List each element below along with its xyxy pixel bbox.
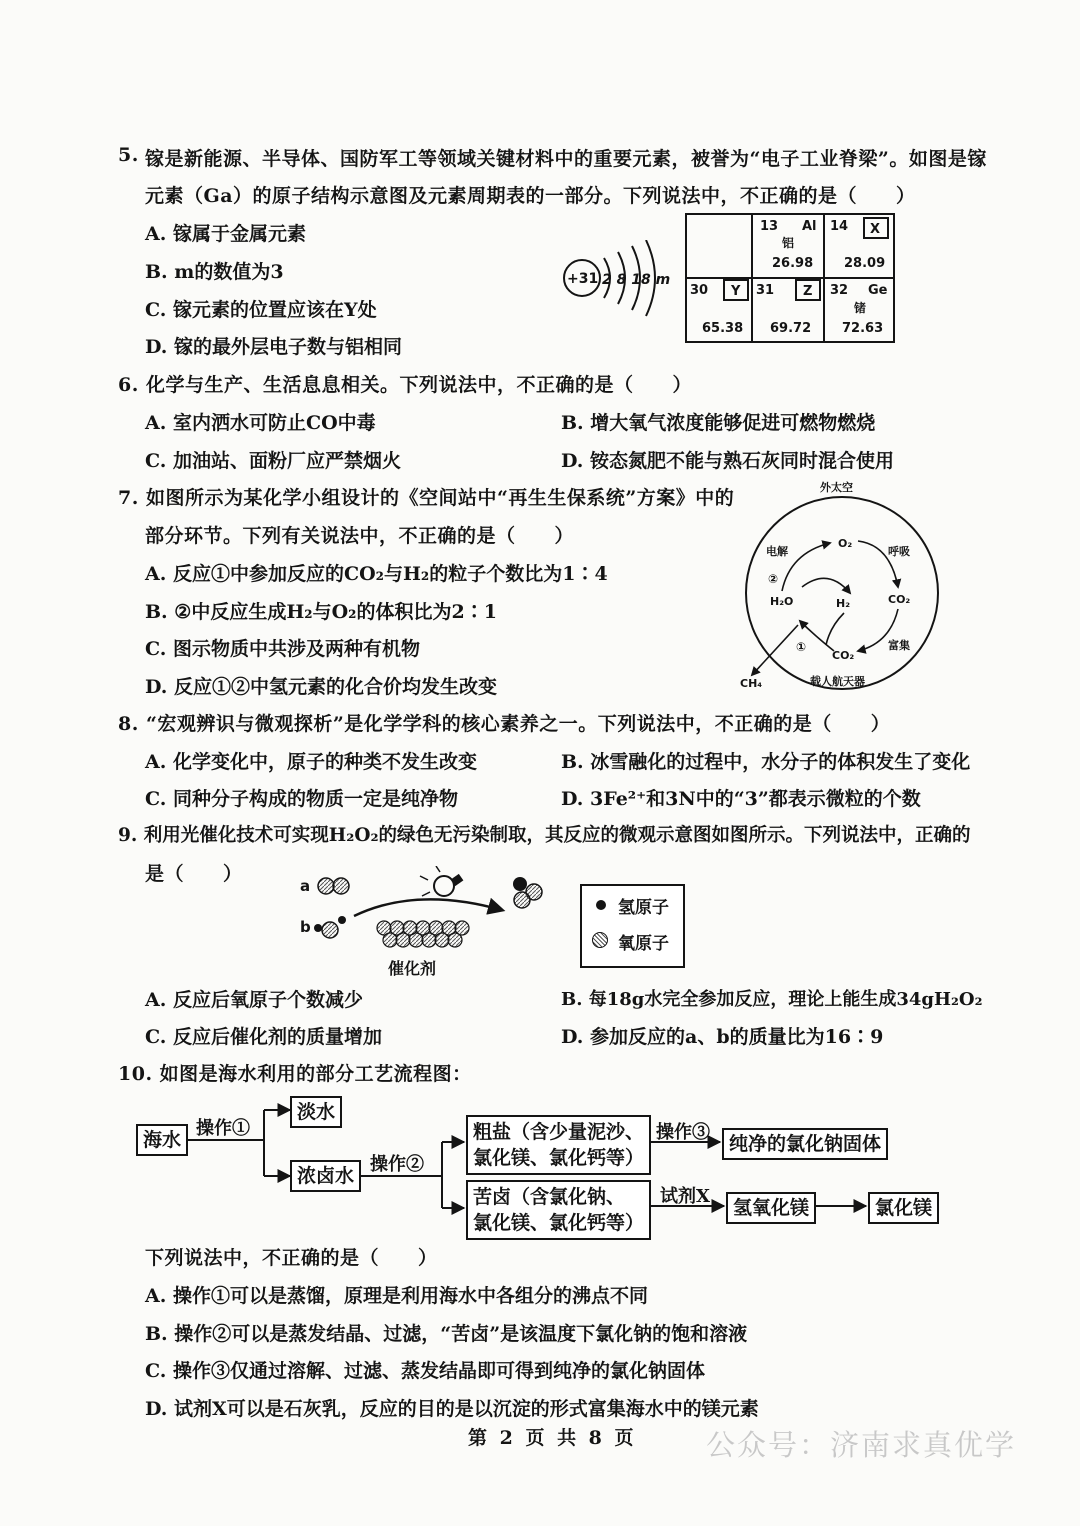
- svg-text:Z: Z: [803, 284, 813, 299]
- periodic-table-fragment: [684, 212, 898, 344]
- catalyst-label: 催化剂: [388, 959, 437, 978]
- svg-text:72.63: 72.63: [842, 321, 884, 336]
- flow-reagent-x: 试剂X: [660, 1186, 710, 1207]
- q7-option-d[interactable]: D. 反应①②中氢元素的化合价均发生改变: [145, 676, 498, 698]
- gallium-atom-diagram: [560, 240, 680, 320]
- svg-text:69.72: 69.72: [770, 321, 812, 336]
- svg-text:X: X: [870, 222, 881, 237]
- q5-number: 5.: [118, 144, 139, 166]
- q10-stem: 10. 如图是海水利用的部分工艺流程图：: [118, 1063, 472, 1085]
- life-support-cycle-diagram: [730, 475, 955, 700]
- svg-text:30: 30: [690, 283, 709, 298]
- flow-brine: 浓卤水: [290, 1160, 361, 1192]
- q10-question: 下列说法中，不正确的是（ ）: [145, 1247, 438, 1269]
- hydrogen-atom-icon: [596, 900, 606, 910]
- legend-oxygen: 氧原子: [618, 934, 669, 954]
- catalyst-beads: [377, 921, 469, 947]
- svg-text:H₂: H₂: [836, 597, 851, 610]
- svg-text:Al: Al: [802, 219, 817, 234]
- page-number: 第 2 页 共 8 页: [468, 1427, 637, 1449]
- q8-option-c[interactable]: C. 同种分子构成的物质一定是纯净物: [145, 788, 459, 810]
- q10-option-d[interactable]: D. 试剂X可以是石灰乳，反应的目的是以沉淀的形式富集海水中的镁元素: [145, 1398, 759, 1420]
- flow-op3: 操作③: [656, 1122, 710, 1143]
- oxygen-atom-icon: [592, 932, 608, 948]
- q5-stem-line2: 元素（Ga）的原子结构示意图及元素周期表的一部分。下列说法中，不正确的是（ ）: [145, 185, 916, 207]
- q6-option-c[interactable]: C. 加油站、面粉厂应严禁烟火: [145, 450, 402, 472]
- light-bulb-icon: [420, 866, 463, 896]
- svg-text:CO₂: CO₂: [832, 649, 855, 662]
- atom-legend: [580, 884, 685, 968]
- flow-fresh-water: 淡水: [290, 1096, 342, 1128]
- q8-option-b[interactable]: B. 冰雪融化的过程中，水分子的体积发生了变化: [561, 751, 971, 773]
- flow-crude-salt: 粗盐（含少量泥沙、 氯化镁、氯化钙等）: [466, 1115, 651, 1175]
- svg-text:CO₂: CO₂: [888, 593, 911, 606]
- q7-option-c[interactable]: C. 图示物质中共涉及两种有机物: [145, 638, 421, 660]
- q5-option-a[interactable]: A. 镓属于金属元素: [145, 223, 306, 245]
- svg-text:铝: 铝: [782, 236, 795, 250]
- q9-option-a[interactable]: A. 反应后氧原子个数减少: [145, 989, 363, 1011]
- svg-text:呼吸: 呼吸: [888, 545, 910, 558]
- q9-stem-line2: 是（ ）: [145, 863, 243, 885]
- q7-option-a[interactable]: A. 反应①中参加反应的CO₂与H₂的粒子个数比为1∶4: [145, 563, 608, 585]
- molecule-a-label: a: [300, 877, 311, 895]
- flow-op1: 操作①: [196, 1118, 250, 1139]
- q5-option-c[interactable]: C. 镓元素的位置应该在Y处: [145, 299, 377, 321]
- svg-text:32: 32: [830, 283, 849, 298]
- svg-text:电解: 电解: [766, 545, 788, 558]
- q8-option-a[interactable]: A. 化学变化中，原子的种类不发生改变: [145, 751, 477, 773]
- q6-stem: 6. 化学与生产、生活息息相关。下列说法中，不正确的是（ ）: [118, 374, 692, 396]
- svg-text:28.09: 28.09: [844, 256, 886, 271]
- q7-option-b[interactable]: B. ②中反应生成H₂与O₂的体积比为2∶1: [145, 601, 497, 623]
- svg-text:65.38: 65.38: [702, 321, 744, 336]
- svg-text:13: 13: [760, 219, 779, 234]
- svg-text:载人航天器: 载人航天器: [810, 675, 865, 688]
- q8-option-d[interactable]: D. 3Fe²⁺和3N中的“3”都表示微粒的个数: [561, 788, 921, 810]
- svg-text:②: ②: [768, 572, 779, 586]
- atom-shells: 2 8 18 m: [602, 272, 671, 288]
- legend-hydrogen: 氢原子: [618, 898, 669, 918]
- q7-stem-line1: 7. 如图所示为某化学小组设计的《空间站中“再生生保系统”方案》中的: [118, 487, 735, 509]
- svg-text:31: 31: [756, 283, 775, 298]
- q6-option-b[interactable]: B. 增大氧气浓度能够促进可燃物燃烧: [561, 412, 876, 434]
- svg-text:O₂: O₂: [838, 537, 853, 550]
- outer-space-label: 外太空: [820, 481, 853, 494]
- flow-seawater: 海水: [136, 1124, 188, 1156]
- flow-mg-hydroxide: 氢氧化镁: [726, 1192, 816, 1224]
- watermark: 公众号：济南求真优学: [706, 1428, 1017, 1462]
- q10-option-b[interactable]: B. 操作②可以是蒸发结晶、过滤，“苦卤”是该温度下氯化钠的饱和溶液: [145, 1323, 748, 1345]
- q5-stem-line1: 镓是新能源、半导体、国防军工等领域关键材料中的重要元素，被誉为“电子工业脊梁”。如图是镓: [145, 148, 987, 170]
- svg-text:CH₄: CH₄: [740, 677, 763, 690]
- svg-text:Ge: Ge: [868, 283, 888, 298]
- q10-option-c[interactable]: C. 操作③仅通过溶解、过滤、蒸发结晶即可得到纯净的氯化钠固体: [145, 1360, 706, 1382]
- svg-text:锗: 锗: [854, 301, 867, 315]
- q9-option-c[interactable]: C. 反应后催化剂的质量增加: [145, 1026, 383, 1048]
- svg-text:14: 14: [830, 219, 849, 234]
- svg-text:①: ①: [796, 640, 807, 654]
- q5-option-b[interactable]: B. m的数值为3: [145, 261, 284, 283]
- atom-nucleus: +31: [567, 271, 599, 287]
- flow-pure-nacl: 纯净的氯化钠固体: [722, 1128, 888, 1160]
- svg-text:26.98: 26.98: [772, 256, 814, 271]
- q10-option-a[interactable]: A. 操作①可以是蒸馏，原理是利用海水中各组分的沸点不同: [145, 1285, 648, 1307]
- svg-text:富集: 富集: [888, 639, 910, 652]
- q9-option-b[interactable]: B. 每18g水完全参加反应，理论上能生成34gH₂O₂: [561, 989, 983, 1010]
- q6-option-d[interactable]: D. 铵态氮肥不能与熟石灰同时混合使用: [561, 450, 895, 472]
- q6-option-a[interactable]: A. 室内洒水可防止CO中毒: [145, 412, 376, 434]
- q7-stem-line2: 部分环节。下列有关说法中，不正确的是（ ）: [145, 525, 575, 547]
- flow-op2: 操作②: [370, 1154, 424, 1175]
- q5-option-d[interactable]: D. 镓的最外层电子数与铝相同: [145, 336, 403, 358]
- svg-text:H₂O: H₂O: [770, 595, 794, 608]
- q9-option-d[interactable]: D. 参加反应的a、b的质量比为16∶9: [561, 1026, 884, 1048]
- q8-stem: 8. “宏观辨识与微观探析”是化学学科的核心素养之一。下列说法中，不正确的是（ ）: [118, 713, 891, 735]
- q9-stem-line1: 9. 利用光催化技术可实现H₂O₂的绿色无污染制取，其反应的微观示意图如图所示。下列说法中，正确的: [118, 825, 971, 846]
- svg-text:Y: Y: [731, 284, 741, 299]
- flow-mg-chloride: 氯化镁: [868, 1192, 939, 1224]
- molecule-b-label: b: [300, 918, 311, 936]
- flow-bittern: 苦卤（含氯化钠、 氯化镁、氯化钙等）: [466, 1180, 651, 1240]
- photocatalysis-diagram: [296, 866, 556, 981]
